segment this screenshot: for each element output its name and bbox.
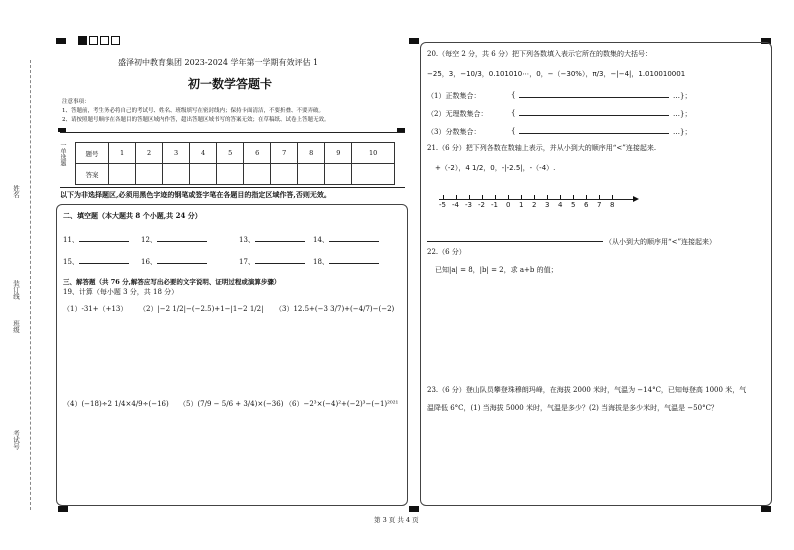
q23-line-1: 23.（6 分）登山队员攀登珠穆朗玛峰，在海拔 2000 米时，气温为 −14°C，已知每登高 1000 米，气 <box>427 386 747 394</box>
fill-blank[interactable] <box>79 257 129 264</box>
q21-numbers: +（-2），4 1/2，0，-|-2.5|，-（-4）. <box>435 164 556 172</box>
set-answer-blank[interactable] <box>519 109 669 116</box>
choice-number: 8 <box>298 143 325 164</box>
q20-set-fraction <box>427 127 767 137</box>
choice-number: 4 <box>190 143 217 164</box>
q19-part-2: （2）|−2 1/2|−(−2.5)+1−|1−2 1/2| <box>139 305 264 313</box>
table-answer-label: 答案 <box>76 164 109 185</box>
fill-number: 16、 <box>141 258 157 266</box>
answer-cell[interactable] <box>217 164 244 185</box>
choice-number: 10 <box>352 143 395 164</box>
brace-close: …}； <box>673 110 692 118</box>
number-line-label: -1 <box>491 201 498 209</box>
number-line-tick <box>599 195 600 199</box>
fill-number: 15、 <box>63 258 79 266</box>
number-line-label: -2 <box>478 201 485 209</box>
choice-number-row <box>76 143 395 164</box>
empty-square-icon <box>89 36 98 45</box>
choice-number: 9 <box>325 143 352 164</box>
fill-item-14[interactable] <box>313 235 379 245</box>
answer-area-right <box>420 42 772 506</box>
number-line-arrow-icon <box>633 196 639 202</box>
q19-part-1: （1）-31+（+13） <box>63 305 128 313</box>
number-line-label: 4 <box>558 201 563 209</box>
set-label: （1）正数集合： <box>427 92 481 100</box>
fill-item-12[interactable] <box>141 235 207 245</box>
solve-heading: 三、解答题（共 76 分,解答应写出必要的文字说明、证明过程或演算步骤） <box>63 278 281 286</box>
empty-square-icon <box>100 36 109 45</box>
registration-mark <box>409 506 419 512</box>
set-label: （2）无理数集合： <box>427 110 488 118</box>
answer-cell[interactable] <box>190 164 217 185</box>
number-line-label: -4 <box>452 201 459 209</box>
number-line-tick <box>521 195 522 199</box>
answer-cell[interactable] <box>244 164 271 185</box>
brace-open: { <box>511 127 516 135</box>
answer-cell[interactable] <box>352 164 395 185</box>
fill-item-18[interactable] <box>313 257 379 267</box>
fill-blank[interactable] <box>255 235 305 242</box>
number-line-label: 3 <box>545 201 550 209</box>
q19-part-3: （3）12.5+(−3 3/7)+(−4/7)−(−2) <box>275 305 395 313</box>
fill-number: 18、 <box>313 258 329 266</box>
answer-cell[interactable] <box>298 164 325 185</box>
order-answer-line[interactable] <box>427 241 603 242</box>
header-squares <box>78 36 122 45</box>
choice-answer-row <box>76 164 395 185</box>
notes <box>62 98 402 125</box>
filled-square-icon <box>78 36 87 45</box>
number-line-tick <box>456 195 457 199</box>
number-line-label: 6 <box>584 201 589 209</box>
answer-cell[interactable] <box>163 164 190 185</box>
brace-close: …}； <box>673 128 692 136</box>
brace-close: …}； <box>673 92 692 100</box>
number-line-label: 7 <box>597 201 602 209</box>
choice-number: 3 <box>163 143 190 164</box>
registration-mark <box>761 506 771 512</box>
number-line-label: -5 <box>439 201 446 209</box>
q19-part-6: （6）−2³×(−4)²+(−2)³−(−1)²⁰²¹ <box>285 400 399 408</box>
number-line-label: -3 <box>465 201 472 209</box>
fill-item-16[interactable] <box>141 257 207 267</box>
number-line-label: 8 <box>610 201 615 209</box>
registration-mark <box>56 38 66 44</box>
fill-number: 13、 <box>239 236 255 244</box>
exam-number-label: 考试号 <box>12 430 20 450</box>
registration-mark <box>58 506 68 512</box>
number-line-tick <box>612 195 613 199</box>
brace-open: { <box>511 109 516 117</box>
number-line-tick <box>573 195 574 199</box>
choice-number: 2 <box>136 143 163 164</box>
name-label: 姓名 <box>12 185 20 198</box>
q20-set-irrational <box>427 109 767 119</box>
choice-answer-table <box>75 142 395 185</box>
fill-heading: 二、填空题（本大题共 8 个小题,共 24 分） <box>63 211 202 220</box>
choice-number: 6 <box>244 143 271 164</box>
notes-heading: 注意事项： <box>62 99 90 105</box>
set-label: （3）分数集合： <box>427 128 481 136</box>
binding-line <box>30 60 31 510</box>
notes-line-2: 2、请按照题号顺序在各题目的答题区域内作答，超出答题区域书写的答案无效；在草稿纸、试卷上答题无效。 <box>62 117 330 123</box>
number-line-tick <box>469 195 470 199</box>
table-header-label: 题号 <box>76 143 109 164</box>
number-line-tick <box>547 195 548 199</box>
fill-number: 17、 <box>239 258 255 266</box>
divider <box>60 187 405 188</box>
divider <box>60 132 405 133</box>
number-line-label: 2 <box>532 201 537 209</box>
fill-item-11[interactable] <box>63 235 129 245</box>
number-line-tick <box>560 195 561 199</box>
fill-blank[interactable] <box>329 257 379 264</box>
q22-title: 22.（6 分） <box>427 248 466 256</box>
q20-title: 20.（每空 2 分，共 6 分）把下列各数填入表示它所在的数集的大括号： <box>427 50 652 58</box>
fill-blank[interactable] <box>79 235 129 242</box>
binding-line-label: 装订线 <box>12 280 20 300</box>
number-line-label: 0 <box>506 201 511 209</box>
q20-numbers: −25，3，−10/3，0.101010⋯，0，−（−30%），π/3，−|−4|，1.010010001 <box>427 70 686 78</box>
fill-number: 11、 <box>63 236 79 244</box>
exam-title: 盛泽初中教育集团 2023-2024 学年第一学期有效评估 1 <box>118 58 319 67</box>
q23-line-2: 温降低 6°C，(1) 当海拔 5000 米时，气温是多少？(2) 当海拔是多少米时，气温是 −50°C？ <box>427 404 718 412</box>
answer-area-left <box>56 204 408 506</box>
answer-cell[interactable] <box>271 164 298 185</box>
number-line-tick <box>508 195 509 199</box>
fill-item-13[interactable] <box>239 235 305 245</box>
fill-blank[interactable] <box>157 235 207 242</box>
class-label: 班级 <box>12 320 20 333</box>
fill-blank[interactable] <box>157 257 207 264</box>
answer-cell[interactable] <box>109 164 136 185</box>
number-line <box>439 189 639 215</box>
warning-text: 以下为非选择题区,必须用黑色字迹的钢笔或签字笔在各题目的指定区域作答,否则无效。 <box>60 190 331 199</box>
set-answer-blank[interactable] <box>519 127 669 134</box>
card-title: 初一数学答题卡 <box>188 77 273 91</box>
page-footer: 第 3 页 共 4 页 <box>374 516 419 524</box>
answer-cell[interactable] <box>325 164 352 185</box>
set-answer-blank[interactable] <box>519 91 669 98</box>
fill-item-15[interactable] <box>63 257 129 267</box>
number-line-tick <box>534 195 535 199</box>
fill-number: 14、 <box>313 236 329 244</box>
choice-number: 5 <box>217 143 244 164</box>
q20-set-positive <box>427 91 767 101</box>
q19-part-4: （4）(−18)÷2 1/4×4/9÷(−16) <box>63 400 169 408</box>
fill-blank[interactable] <box>329 235 379 242</box>
number-line-label: 1 <box>519 201 524 209</box>
number-line-tick <box>443 195 444 199</box>
q19-title: 19、计算（每小题 3 分，共 18 分） <box>63 288 179 296</box>
number-line-label: 5 <box>571 201 576 209</box>
number-line-tick <box>482 195 483 199</box>
q19-part-5: （5）(7/9 − 5/6 + 3/4)×(−36) <box>179 400 284 408</box>
q22-text: 已知|a| = 8，|b| = 2，求 a+b 的值； <box>435 266 558 274</box>
choice-number: 7 <box>271 143 298 164</box>
fill-number: 12、 <box>141 236 157 244</box>
answer-cell[interactable] <box>136 164 163 185</box>
notes-line-1: 1、答题前，考生务必将自己的考试号、姓名、班级填写在密封线内；保持卡面清洁，不要折叠、不要弄破。 <box>62 108 325 114</box>
registration-mark <box>409 38 419 44</box>
q21-title: 21.（6 分）把下列各数在数轴上表示，并从小到大的顺序用“<”连接起来. <box>427 144 657 152</box>
q21-order-hint: （从小到大的顺序用“<”连接起来） <box>605 238 717 246</box>
empty-square-icon <box>111 36 120 45</box>
number-line-axis <box>439 199 635 200</box>
choice-side-label: 一单选题 <box>59 142 66 166</box>
fill-item-17[interactable] <box>239 257 305 267</box>
number-line-tick <box>586 195 587 199</box>
number-line-tick <box>495 195 496 199</box>
choice-number: 1 <box>109 143 136 164</box>
brace-open: { <box>511 91 516 99</box>
fill-blank[interactable] <box>255 257 305 264</box>
